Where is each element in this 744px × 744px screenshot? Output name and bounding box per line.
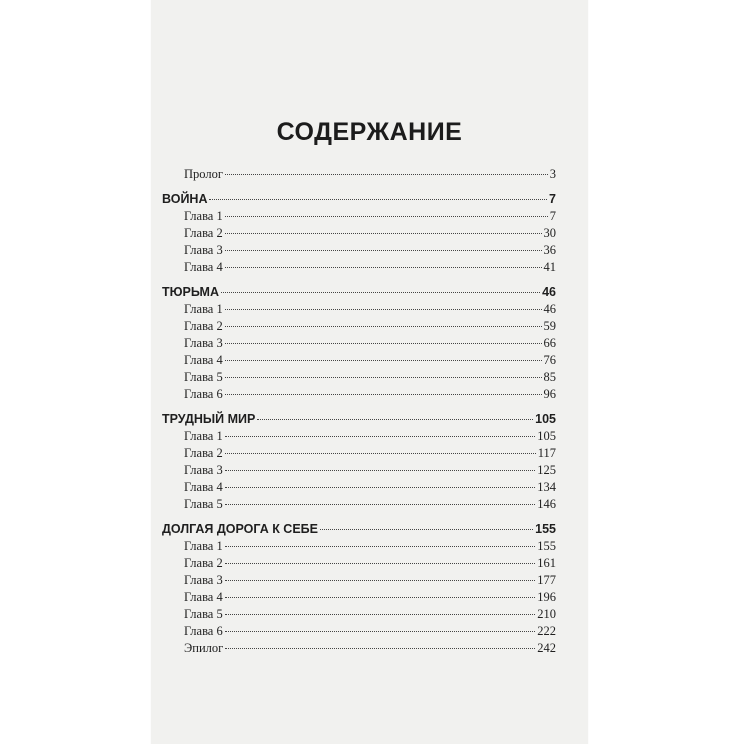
toc-entry-label: Эпилог [184,641,224,655]
toc-entry-label: Глава 1 [184,429,223,443]
page-title: СОДЕРЖАНИЕ [276,118,463,146]
toc-chapter-entry [162,445,556,462]
dot-leader [225,563,536,564]
toc-chapter-entry [162,259,556,276]
toc-entry-label: Глава 1 [184,539,223,553]
toc-entry-label: ТЮРЬМА [162,285,219,299]
dot-leader [257,419,533,420]
toc-chapter-entry [162,369,556,386]
dot-leader [225,648,535,649]
toc-entry-label: Глава 3 [184,573,223,587]
toc-chapter-entry [162,479,556,496]
toc-entry-label: Глава 6 [184,387,223,401]
dot-leader [225,487,536,488]
toc-entry-page-number: 105 [535,412,556,426]
toc-part-entry [162,284,556,301]
toc-entry-label: ДОЛГАЯ ДОРОГА К СЕБЕ [162,522,318,536]
toc-entry-page-number: 125 [537,463,556,477]
toc-entry-label: ТРУДНЫЙ МИР [162,412,256,426]
toc-chapter-entry [162,606,556,623]
toc-entry-label: Глава 2 [184,556,223,570]
toc-entry-label: Глава 5 [184,370,223,384]
toc-entry-page-number: 3 [549,167,556,181]
toc-entry-label: Глава 5 [184,607,223,621]
toc-entry-page-number: 210 [537,607,556,621]
toc-entry-page-number: 134 [537,480,556,494]
toc-chapter-entry [162,242,556,259]
dot-leader [225,614,536,615]
toc-chapter-entry [162,572,556,589]
dot-leader [225,436,536,437]
dot-leader [225,360,542,361]
dot-leader [225,504,536,505]
dot-leader [225,343,542,344]
toc-entry-page-number: 7 [549,209,556,223]
toc-chapter-entry [162,538,556,555]
toc-entry-page-number: 85 [543,370,556,384]
toc-entry-page-number: 59 [543,319,556,333]
toc-entry-label: Глава 4 [184,590,223,604]
toc-chapter-entry [162,462,556,479]
dot-leader [225,597,536,598]
toc-chapter-entry [162,640,556,657]
dot-leader [225,250,542,251]
dot-leader [225,631,536,632]
toc-part-entry [162,521,556,538]
toc-entry-page-number: 177 [537,573,556,587]
toc-chapter-entry [162,555,556,572]
toc-chapter-entry [162,589,556,606]
toc-chapter-entry [162,496,556,513]
toc-entry-label: Глава 4 [184,353,223,367]
toc-chapter-entry [162,335,556,352]
toc-entry-page-number: 222 [537,624,556,638]
toc-chapter-entry [162,208,556,225]
dot-leader [225,233,542,234]
toc-entry-label: Глава 1 [184,302,223,316]
dot-leader [320,529,533,530]
dot-leader [225,326,542,327]
toc-entry-page-number: 30 [543,226,556,240]
toc-entry-label: Глава 6 [184,624,223,638]
toc-entry-label: Глава 4 [184,480,223,494]
toc-entry-page-number: 155 [535,522,556,536]
toc-chapter-entry [162,166,556,183]
dot-leader [209,199,547,200]
dot-leader [225,174,548,175]
toc-entry-page-number: 46 [542,285,556,299]
toc-entry-label: Глава 3 [184,336,223,350]
dot-leader [221,292,540,293]
toc-entry-page-number: 36 [543,243,556,257]
toc-part-entry [162,411,556,428]
toc-entry-page-number: 196 [537,590,556,604]
toc-entry-label: Глава 4 [184,260,223,274]
dot-leader [225,453,536,454]
toc-entry-page-number: 146 [537,497,556,511]
toc-chapter-entry [162,428,556,445]
dot-leader [225,267,542,268]
toc-entry-page-number: 155 [537,539,556,553]
toc-entry-page-number: 96 [543,387,556,401]
toc-part-entry [162,191,556,208]
toc-entry-label: Глава 3 [184,243,223,257]
toc-entry-page-number: 41 [543,260,556,274]
dot-leader [225,546,536,547]
dot-leader [225,394,542,395]
dot-leader [225,309,542,310]
toc-chapter-entry [162,386,556,403]
toc-entry-label: Глава 2 [184,446,223,460]
toc-entry-page-number: 117 [537,446,556,460]
toc-entry-label: Глава 3 [184,463,223,477]
toc-chapter-entry [162,301,556,318]
table-of-contents [162,166,556,657]
toc-entry-page-number: 242 [537,641,556,655]
toc-entry-page-number: 66 [543,336,556,350]
toc-entry-label: Глава 2 [184,319,223,333]
toc-chapter-entry [162,352,556,369]
dot-leader [225,377,542,378]
toc-entry-page-number: 76 [543,353,556,367]
toc-chapter-entry [162,318,556,335]
dot-leader [225,470,536,471]
toc-entry-label: Глава 2 [184,226,223,240]
toc-entry-page-number: 161 [537,556,556,570]
toc-chapter-entry [162,225,556,242]
toc-entry-label: Пролог [184,167,223,181]
dot-leader [225,580,536,581]
toc-entry-label: Глава 1 [184,209,223,223]
toc-entry-label: ВОЙНА [162,192,208,206]
toc-chapter-entry [162,623,556,640]
dot-leader [225,216,548,217]
toc-entry-page-number: 105 [537,429,556,443]
toc-entry-page-number: 46 [543,302,556,316]
toc-entry-page-number: 7 [549,192,556,206]
toc-entry-label: Глава 5 [184,497,223,511]
